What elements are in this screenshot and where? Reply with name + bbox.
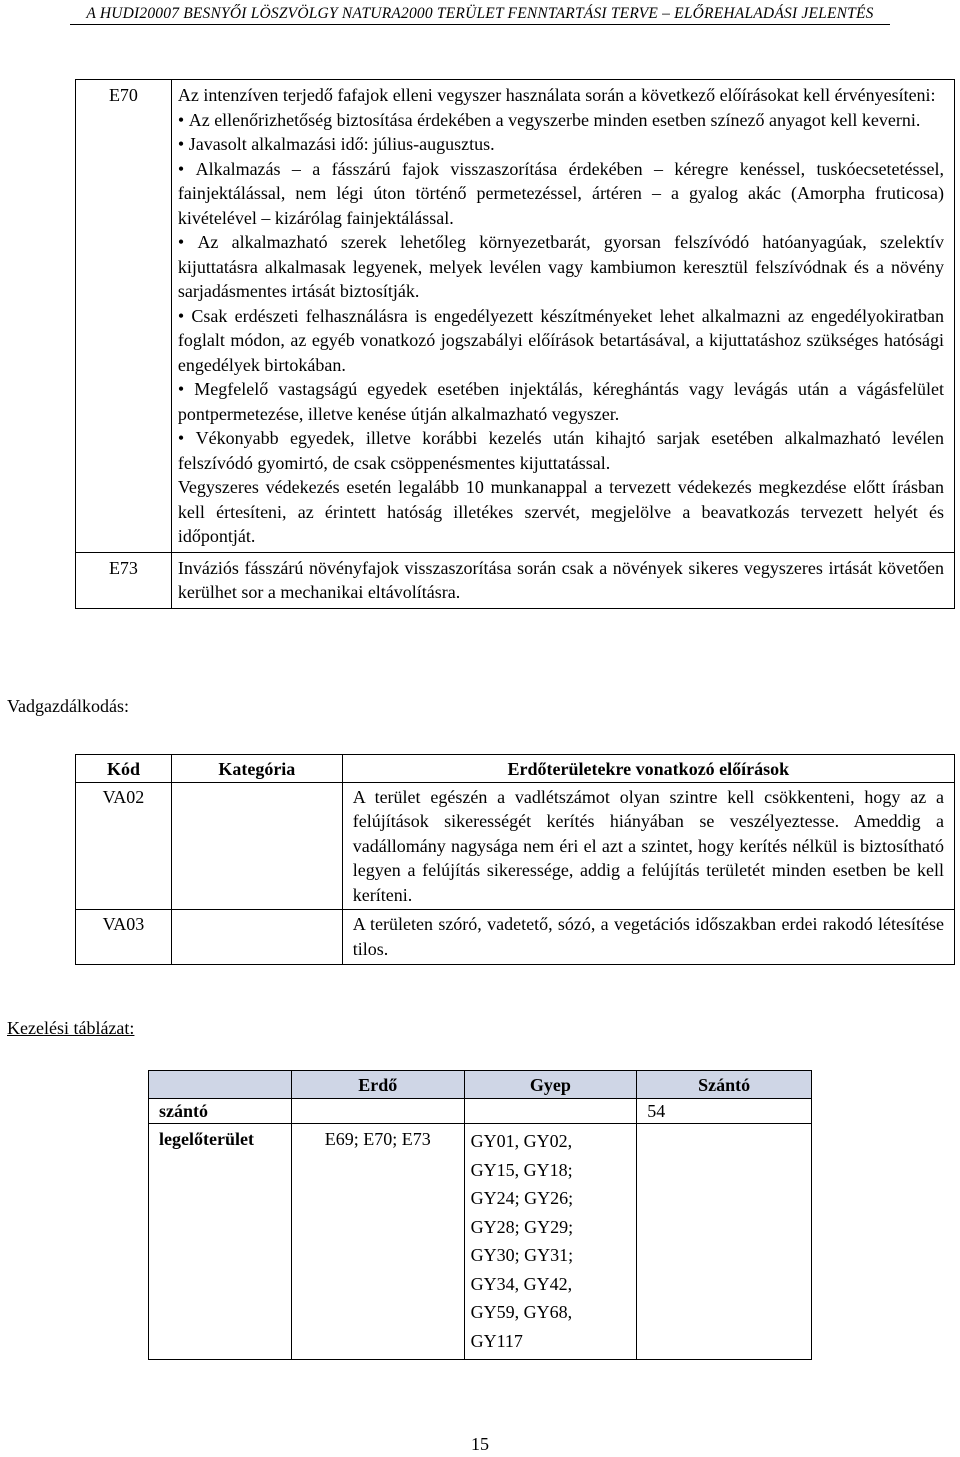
cell-szanto-erdo: [291, 1098, 464, 1124]
col-header-szanto: Szántó: [637, 1071, 812, 1099]
page-number: 15: [471, 1434, 489, 1454]
vadgazdalkodas-table: [75, 754, 955, 965]
cell-szanto-szanto: 54: [637, 1098, 812, 1124]
e70-text: [171, 80, 954, 553]
col-header-empty: [149, 1071, 292, 1099]
cell-legelo-szanto: [637, 1124, 812, 1360]
table-header-row: [76, 755, 955, 783]
gyep-code-line: GY01, GY02,: [470, 1131, 573, 1151]
e70-intro: Az intenzíven terjedő fafajok elleni vegyszer használata során a következő előírásokat kell érvényesíteni:: [177, 85, 936, 105]
table-row: [76, 80, 955, 553]
e70-bullet-5: • Csak erdészeti felhasználásra is engedélyezett készítményeket lehet alkalmazni az engedélyokiratban foglalt módon, az egyéb vonatkozó jogszabályi előírások betartásával, a kijuttatáshoz szükséges hatósági engedélyek birtokában.: [178, 304, 944, 378]
table-row: [76, 910, 955, 965]
col-header-gyep: Gyep: [464, 1071, 637, 1099]
cell-legelo-erdo: E69; E70; E73: [291, 1124, 464, 1360]
header-rule: [70, 24, 890, 25]
col-header-kod: Kód: [76, 755, 172, 783]
table-row: [76, 552, 955, 608]
code-va03: VA03: [76, 910, 172, 965]
kezelesi-heading: Kezelési táblázat:: [7, 1018, 135, 1038]
gyep-code-line: GY34, GY42,: [470, 1273, 573, 1294]
col-header-eloirasok: Erdőterületekre vonatkozó előírások: [342, 755, 954, 783]
cell-szanto-gyep: [464, 1098, 637, 1124]
table-row: [149, 1124, 812, 1360]
category-va03: [171, 910, 342, 965]
e70-bullet-4: • Az alkalmazható szerek lehetőleg környezetbarát, gyorsan felszívódó hatóanyagúak, szelektív kijuttatásra alkalmasak legyenek, melyek levélen vagy kambiumon keresztül felszívódnak és a növény sarjadásmentes irtását biztosítják.: [178, 230, 944, 304]
table-header-row: [149, 1071, 812, 1099]
col-header-kategoria: Kategória: [171, 755, 342, 783]
e73-text: Inváziós fásszárú növényfajok visszaszorítása során csak a növények sikeres vegyszeres irtását követően kerülhet sor a mechanikai eltávolításra.: [171, 552, 954, 608]
vadgazdalkodas-heading: Vadgazdálkodás:: [7, 696, 129, 716]
code-e70: E70: [76, 80, 172, 553]
e70-bullet-1: • Az ellenőrizhetőség biztosítása érdekében a vegyszerbe minden esetben színező anyagot kell keverni.: [178, 108, 944, 133]
code-e73: E73: [76, 552, 172, 608]
table-row: [149, 1098, 812, 1124]
text-va03: A területen szóró, vadetető, sózó, a vegetációs időszakban erdei rakodó létesítése tilos.: [342, 910, 954, 965]
row-label-legeloterulet: legelőterület: [149, 1124, 292, 1360]
kezelesi-table: [148, 1070, 812, 1360]
gyep-code-line: GY59, GY68,: [470, 1302, 573, 1322]
code-va02: VA02: [76, 782, 172, 910]
e70-bullet-7: • Vékonyabb egyedek, illetve korábbi kezelés után kihajtó sarjak esetében alkalmazható levélen felszívódó gyomirtó, de csak csöppenésmentes kijuttatással.: [178, 426, 944, 475]
e70-bullet-2: • Javasolt alkalmazási idő: július-augusztus.: [178, 132, 944, 157]
table-row: [76, 782, 955, 910]
e70-closing: Vegyszeres védekezés esetén legalább 10 munkanappal a tervezett védekezés megkezdése előtt írásban kell értesíteni, az érintett hatóság illetékes szervét, megjelölve a beavatkozás tervezett helyét és időpontját.: [177, 477, 944, 546]
row-label-szanto: szántó: [149, 1098, 292, 1124]
cell-legelo-gyep: [464, 1124, 637, 1360]
category-va02: [171, 782, 342, 910]
col-header-erdo: Erdő: [291, 1071, 464, 1099]
gyep-code-line: GY117: [470, 1330, 523, 1351]
gyep-code-line: GY15, GY18;: [470, 1159, 573, 1180]
gyep-code-line: GY28; GY29;: [470, 1216, 574, 1237]
page-header: A HUDI20007 BESNYŐI LÖSZVÖLGY NATURA2000 TERÜLET FENNTARTÁSI TERVE – ELŐREHALADÁSI JELENTÉS: [86, 5, 874, 22]
e70-bullet-6: • Megfelelő vastagságú egyedek esetében injektálás, kéreghántás vagy levágás után a vágásfelület pontpermetezése, illetve kenése útján alkalmazható vegyszer.: [178, 377, 944, 426]
e70-bullet-3: • Alkalmazás – a fásszárú fajok visszaszorítása érdekében – kéregre kenéssel, tuskóecsetetéssel, fainjektálással, nem légi úton történő permetezéssel, ártéren – a gyalog akác (Amorpha fruticosa) kivételével – kizárólag fainjektálással.: [178, 157, 944, 231]
text-va02: A terület egészén a vadlétszámot olyan szintre kell csökkenteni, hogy az a felújítások sikerességét kerítés hiányában se veszélyeztesse. Ameddig a vadállomány nagysága nem éri el azt a szintet, hogy kerítés nélkül is biztosítható legyen a felújítás sikeressége, addig a felújítás területét minden esetben be kell keríteni.: [342, 782, 954, 910]
gyep-code-line: GY24; GY26;: [470, 1188, 574, 1208]
measures-table: [75, 79, 955, 609]
gyep-code-line: GY30; GY31;: [470, 1245, 574, 1265]
